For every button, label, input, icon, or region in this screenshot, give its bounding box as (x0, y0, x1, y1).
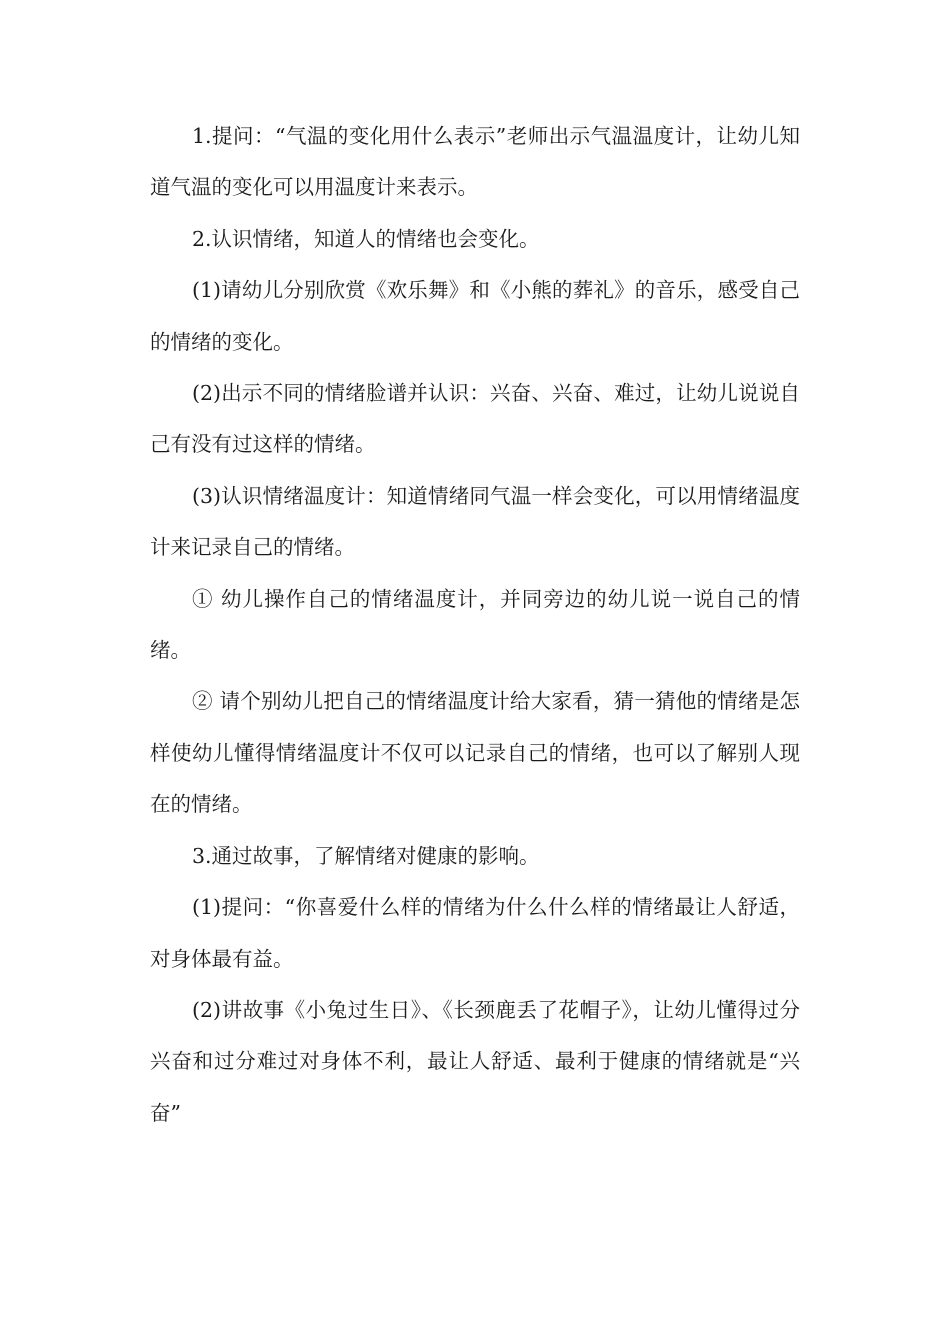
paragraph-1: 1.提问：“气温的变化用什么表示”老师出示气温温度计，让幼儿知道气温的变化可以用温度计来表示。 (150, 124, 800, 200)
paragraph-2: 2.认识情绪，知道人的情绪也会变化。 (192, 226, 540, 251)
paragraph-7: ② 请个别幼儿把自己的情绪温度计给大家看，猜一猜他的情绪是怎样使幼儿懂得情绪温度计不仅可以记录自己的情绪，也可以了解别人现在的情绪。 (150, 689, 800, 817)
paragraph-5: (3)认识情绪温度计：知道情绪同气温一样会变化，可以用情绪温度计来记录自己的情绪。 (150, 483, 800, 560)
paragraph-3: (1)请幼儿分别欣赏《欢乐舞》和《小熊的葬礼》的音乐，感受自己的情绪的变化。 (150, 278, 800, 354)
paragraph-9: (1)提问：“你喜爱什么样的情绪为什么什么样的情绪最让人舒适，对身体最有益。 (150, 895, 800, 971)
document-body (150, 111, 800, 1139)
paragraph-4: (2)出示不同的情绪脸谱并认识：兴奋、兴奋、难过，让幼儿说说自己有没有过这样的情绪。 (150, 381, 800, 457)
paragraph-6: ① 幼儿操作自己的情绪温度计，并同旁边的幼儿说一说自己的情绪。 (150, 586, 800, 663)
paragraph-10: (2)讲故事《小兔过生日》、《长颈鹿丢了花帽子》，让幼儿懂得过分兴奋和过分难过对身体不利，最让人舒适、最利于健康的情绪就是“兴奋” (150, 997, 800, 1125)
paragraph-8: 3.通过故事，了解情绪对健康的影响。 (192, 843, 540, 868)
